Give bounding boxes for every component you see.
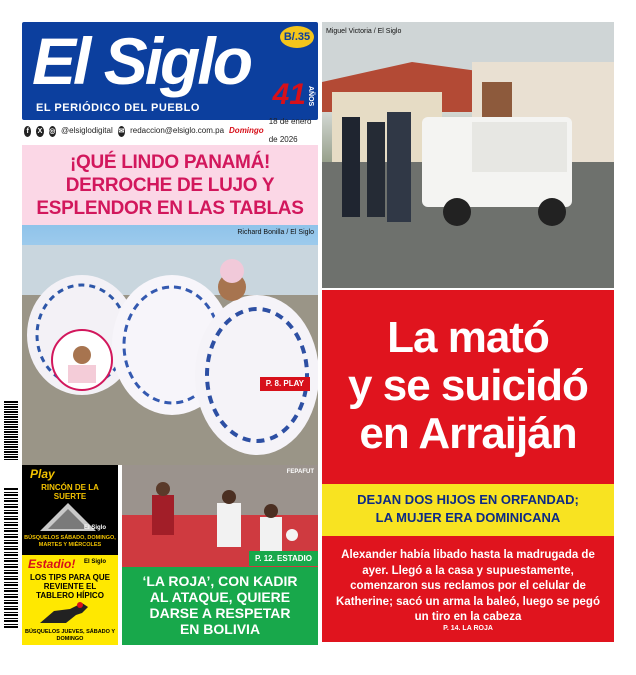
estadio-promo-title: LOS TIPS PARA QUE REVIENTE EL TABLERO HÍPICO: [29, 573, 110, 600]
masthead-info-bar: [22, 117, 318, 144]
main-headline: [322, 314, 614, 458]
estadio-promo: [22, 555, 118, 645]
email-icon: ✉: [118, 127, 125, 135]
main-story: [322, 290, 614, 642]
sport-headline-line-4: EN BOLIVIA: [179, 621, 261, 637]
subheadline-line-1: DEJAN DOS HIJOS EN ORFANDAD;: [357, 492, 579, 507]
play-brand: Play: [30, 467, 55, 481]
masthead: [22, 22, 318, 142]
feature-headline: [22, 145, 318, 225]
instagram-icon: ◎: [49, 127, 56, 135]
photo-credit: FEPAFUT: [286, 469, 314, 475]
sport-headline-line-3: DARSE A RESPETAR: [149, 605, 291, 621]
horse-racing-icon: [36, 601, 104, 627]
main-headline-line-3: en Arraiján: [359, 409, 577, 458]
issue-date: 18 de enero de 2026: [268, 117, 312, 144]
page-reference: P. 14. LA ROJA: [443, 625, 493, 632]
page-reference-tag: P. 12. ESTADIO: [249, 551, 318, 566]
barcode: [4, 400, 18, 460]
photo-credit: Richard Bonilla / El Siglo: [237, 229, 314, 236]
sport-story: [122, 465, 318, 645]
subheadline-line-2: LA MUJER ERA DOMINICANA: [375, 510, 561, 525]
sport-headline-line-1: ‘LA ROJA’, CON KADIR: [142, 573, 298, 589]
barcode-stripe: [4, 488, 18, 628]
promo-column: [22, 465, 118, 645]
feature-headline-line-3: ESPLENDOR EN LAS TABLAS: [36, 198, 304, 219]
main-headline-line-1: La mató: [387, 313, 549, 362]
play-promo-days: BÚSQUELOS SÁBADO, DOMINGO, MARTES Y MIÉRCOLES: [24, 535, 116, 548]
play-publisher: El Siglo: [84, 525, 107, 531]
logo-box: [22, 22, 318, 120]
estadio-promo-days: BÚSQUELOS JUEVES, SÁBADO Y DOMINGO: [24, 629, 116, 642]
anniversary-label: AÑOS: [307, 86, 314, 107]
sport-headline: [122, 567, 318, 645]
carnival-dancer-illustration: [22, 225, 318, 465]
subheadline-box: [322, 484, 614, 536]
anniversary-number: 41: [272, 78, 306, 111]
social-handle: @elsiglodigital: [61, 126, 113, 135]
estadio-publisher: El Siglo: [84, 559, 107, 565]
main-headline-line-2: y se suicidó: [348, 361, 588, 410]
crime-scene-photo: [322, 22, 614, 288]
logo: El Siglo: [32, 24, 251, 98]
facebook-icon: f: [24, 126, 31, 137]
issue-day: Domingo: [229, 126, 264, 135]
estadio-brand: Estadio!: [28, 557, 76, 571]
feature-headline-line-1: ¡QUÉ LINDO PANAMÁ!: [69, 152, 271, 173]
crime-scene-illustration: [322, 22, 614, 288]
carnival-dancer-photo: [22, 225, 318, 465]
play-promo-title: RINCÓN DE LA SUERTE: [41, 483, 99, 501]
email-address: redaccion@elsiglo.com.pa: [130, 126, 225, 135]
sport-headline-line-2: AL ATAQUE, QUIERE: [149, 589, 291, 605]
x-icon: X: [37, 127, 43, 135]
price-badge: B/.35: [280, 26, 314, 48]
photo-credit: Miguel Victoria / El Siglo: [326, 28, 402, 35]
story-summary: Alexander había libado hasta la madrugada de ayer. Llegó a la casa y supuestamente, comenzaron sus reclamos por el celular de Katherine; sacó un arma la baleó, luego se pegó un tiro en la cabeza: [336, 549, 600, 623]
play-promo: [22, 465, 118, 555]
feature-headline-line-2: DERROCHE DE LUJO Y: [65, 175, 275, 196]
feature-story: [22, 145, 318, 465]
page-reference-tag: P. 8. PLAY: [260, 377, 310, 391]
tagline: EL PERIÓDICO DEL PUEBLO: [36, 102, 200, 114]
